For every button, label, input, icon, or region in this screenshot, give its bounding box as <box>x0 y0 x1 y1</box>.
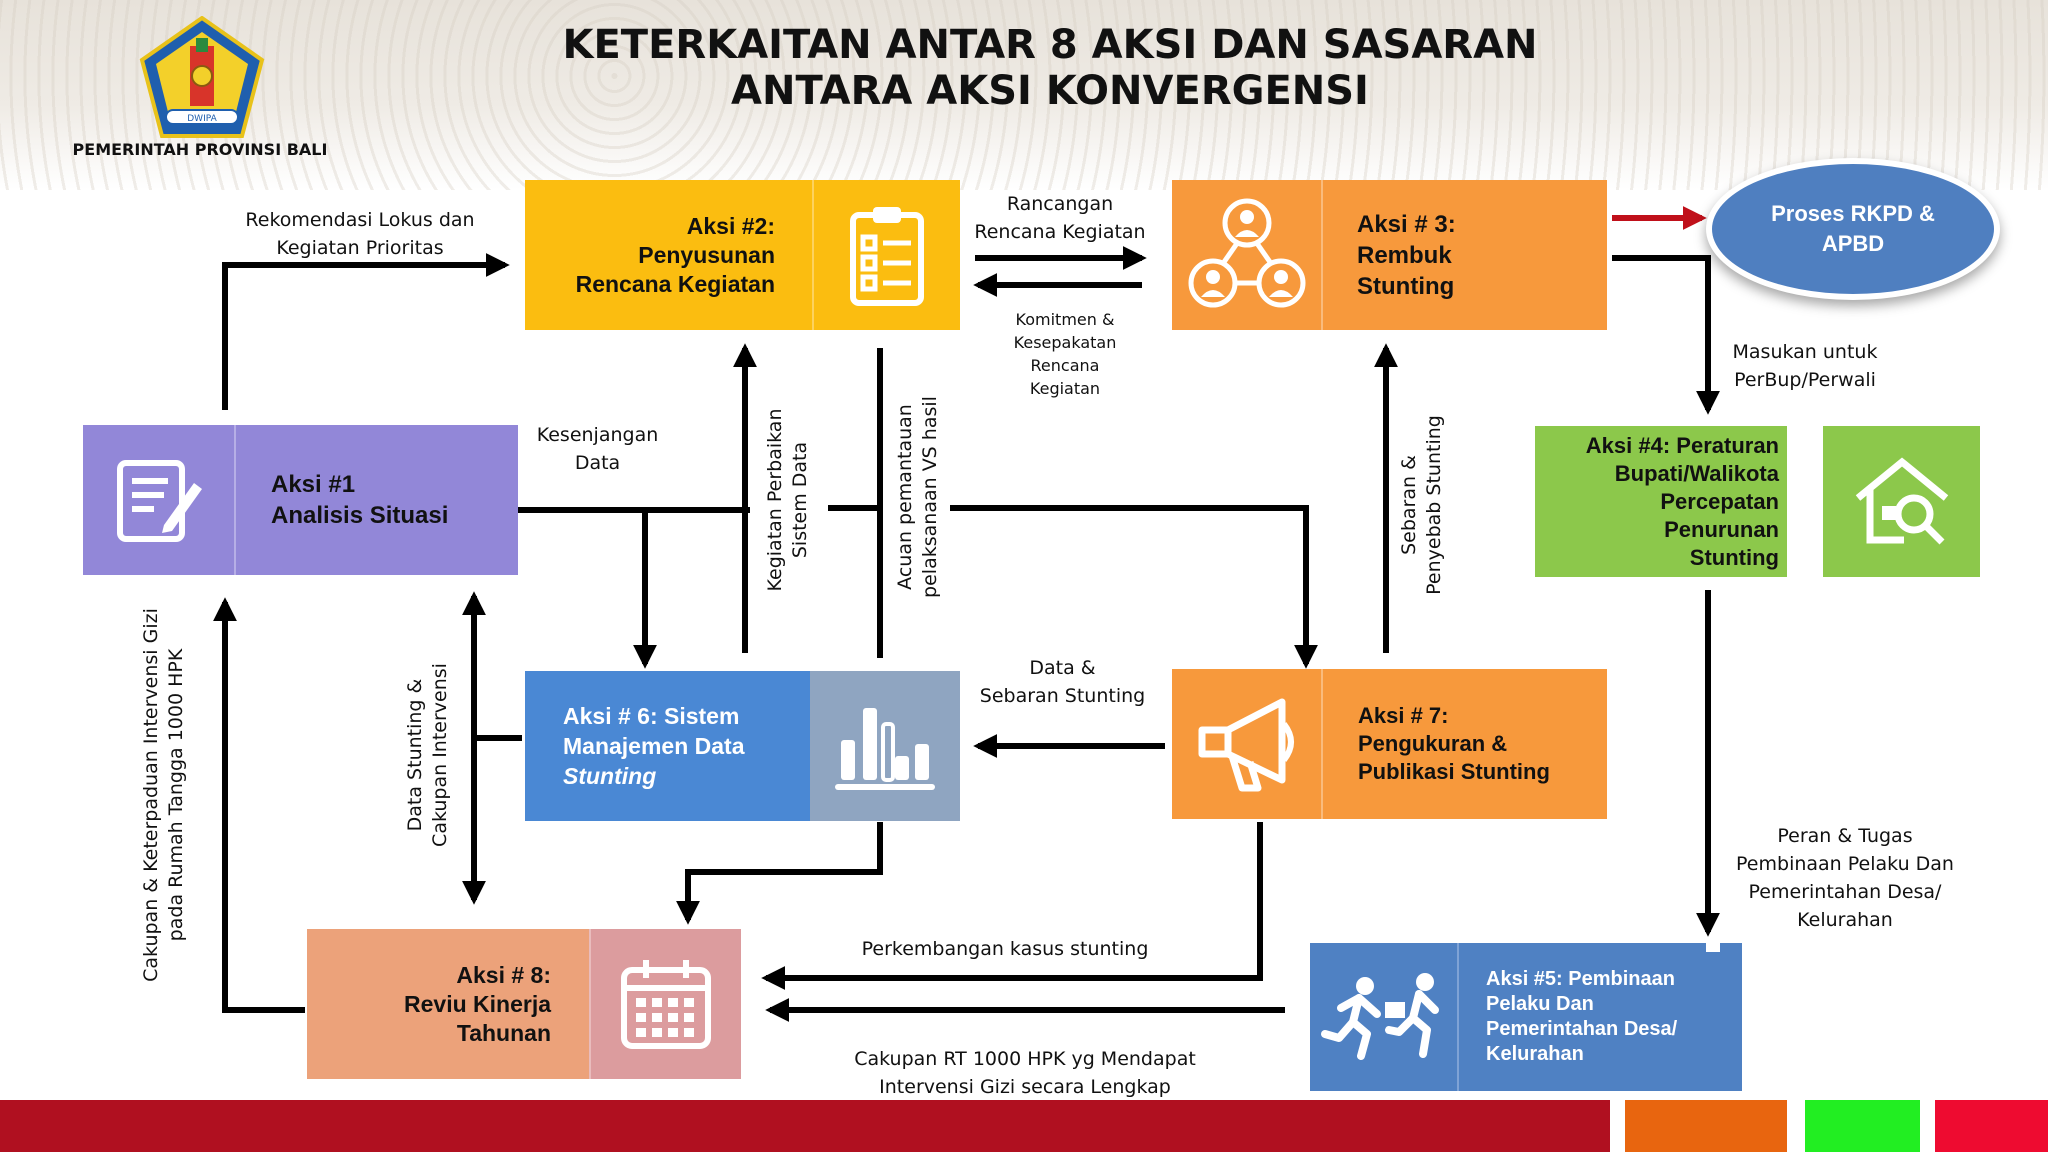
calendar-icon <box>618 956 714 1052</box>
aksi-5-line-4: Kelurahan <box>1486 1043 1584 1065</box>
document-edit-icon <box>114 455 204 545</box>
footer-green-square <box>1805 1100 1920 1152</box>
aksi-6-line-2: Manajemen Data <box>563 733 745 759</box>
aksi-6-line-3: Stunting <box>563 763 657 789</box>
aksi-1-title: Aksi #1 <box>271 471 356 498</box>
label-line: Cakupan Intervensi <box>429 663 451 847</box>
label-cakupan-rt-1000-hpk <box>830 1045 1220 1101</box>
aksi-2-icon-panel <box>812 180 960 330</box>
label-line: Sebaran & <box>1398 455 1420 555</box>
aksi-8-line-3: Tahunan <box>456 1019 551 1046</box>
aksi-4-line-4: Penurunan <box>1664 516 1779 542</box>
label-line: Data <box>574 452 621 474</box>
label-kesenjangan-data <box>520 421 675 477</box>
aksi-5-icon-panel <box>1310 943 1459 1091</box>
aksi-4-line-2: Bupati/Walikota <box>1614 460 1779 486</box>
label-line: Data Stunting & <box>404 678 426 832</box>
aksi-3-line-2: Rembuk <box>1357 241 1452 269</box>
label-kegiatan-perbaikan-sistem-data <box>763 409 813 592</box>
label-line: Sebaran Stunting <box>979 685 1146 707</box>
label-line: PerBup/Perwali <box>1734 369 1876 391</box>
aksi-5-line-2: Pelaku Dan <box>1486 993 1594 1015</box>
label-line: Pembinaan Pelaku Dan <box>1736 853 1954 875</box>
label-line: Kegiatan <box>1029 379 1101 398</box>
aksi-3-line-3: Stunting <box>1357 272 1455 300</box>
label-komitmen-kesepakatan <box>990 308 1140 400</box>
label-line: Rencana Kegiatan <box>974 221 1146 243</box>
label-line: Kegiatan Perbaikan <box>764 408 786 592</box>
label-line: Kesepakatan <box>1013 333 1117 352</box>
clipboard-checklist-icon <box>847 203 927 307</box>
label-line: Masukan untuk <box>1732 341 1878 363</box>
label-line: Intervensi Gizi secara Lengkap <box>879 1076 1171 1098</box>
label-line: Komitmen & <box>1015 310 1115 329</box>
aksi-4-box <box>1535 426 1980 577</box>
label-line: Peran & Tugas <box>1777 825 1913 847</box>
label-rekomendasi-lokus <box>230 206 490 262</box>
label-perkembangan-kasus <box>840 935 1170 963</box>
aksi-2-line-2: Penyusunan <box>638 241 775 268</box>
label-line: Data & <box>1029 657 1096 679</box>
label-line: Kelurahan <box>1797 909 1893 931</box>
megaphone-icon <box>1192 694 1302 794</box>
label-masukan-perbup <box>1715 338 1895 394</box>
bar-chart-icon <box>833 698 937 794</box>
aksi-7-line-3: Publikasi Stunting <box>1358 759 1550 784</box>
aksi-3-icon-panel <box>1172 180 1323 330</box>
label-line: Rencana <box>1030 356 1100 375</box>
aksi-8-line-2: Reviu Kinerja <box>404 990 551 1017</box>
aksi-1-icon-panel <box>83 425 236 575</box>
aksi-6-icon-panel <box>810 671 960 821</box>
aksi-5-corner-notch <box>1706 940 1720 952</box>
label-acuan-pemantauan <box>893 396 943 598</box>
label-sebaran-penyebab-stunting <box>1397 415 1447 595</box>
aksi-4-line-3: Percepatan <box>1660 488 1779 514</box>
label-line: Cakupan & Keterpaduan Intervensi Gizi <box>140 608 162 982</box>
title-line-2: ANTARA AKSI KONVERGENSI <box>731 68 1369 114</box>
aksi-7-box <box>1172 669 1607 819</box>
label-line: Cakupan RT 1000 HPK yg Mendapat <box>854 1048 1196 1070</box>
label-data-stunting-cakupan <box>403 663 453 847</box>
label-line: Penyebab Stunting <box>1423 415 1445 595</box>
label-line: Sistem Data <box>789 441 811 559</box>
aksi-7-icon-panel <box>1172 669 1323 819</box>
label-line: Kegiatan Prioritas <box>276 237 444 259</box>
house-search-icon <box>1852 454 1952 550</box>
label-line: pada Rumah Tangga 1000 HPK <box>165 648 187 942</box>
title-line-1: KETERKAITAN ANTAR 8 AKSI DAN SASARAN <box>562 22 1538 68</box>
oval-line-1: Proses RKPD & <box>1771 201 1935 226</box>
aksi-7-line-2: Pengukuran & <box>1358 731 1508 756</box>
label-line: Pemerintahan Desa/ <box>1748 881 1942 903</box>
label-line: Kesenjangan <box>536 424 659 446</box>
aksi-7-title: Aksi # 7: <box>1358 703 1449 728</box>
aksi-2-line-3: Rencana Kegiatan <box>575 270 775 297</box>
aksi-5-box <box>1310 943 1742 1091</box>
aksi-8-icon-panel <box>589 929 741 1079</box>
aksi-1-subtitle: Analisis Situasi <box>271 502 449 529</box>
aksi-6-title: Aksi # 6: Sistem <box>563 703 740 729</box>
logo-banner-text: DWIPA <box>187 114 217 124</box>
people-network-icon <box>1187 195 1307 315</box>
aksi-8-box <box>307 929 741 1079</box>
aksi-3-title: Aksi # 3: <box>1357 210 1456 238</box>
aksi-3-box <box>1172 180 1607 330</box>
organization-name: PEMERINTAH PROVINSI BALI <box>72 140 328 159</box>
label-line: pelaksanaan VS hasil <box>919 396 941 598</box>
oval-line-2: APBD <box>1821 231 1885 256</box>
label-peran-tugas <box>1720 822 1970 934</box>
label-rancangan-rencana <box>960 190 1160 246</box>
aksi-4-icon-panel <box>1823 426 1980 577</box>
aksi-1-box <box>83 425 518 575</box>
proses-rkpd-apbd-oval <box>1706 158 2000 300</box>
footer-orange-square <box>1625 1100 1787 1152</box>
label-cakupan-keterpaduan-intervensi <box>139 608 189 982</box>
aksi-2-box <box>525 180 960 330</box>
label-data-sebaran-stunting <box>960 654 1165 710</box>
label-line: Acuan pemantauan <box>894 404 916 590</box>
label-line: Rekomendasi Lokus dan <box>245 209 475 231</box>
aksi-5-line-3: Pemerintahan Desa/ <box>1486 1018 1678 1040</box>
aksi-4-line-5: Stunting <box>1689 544 1779 570</box>
aksi-8-title: Aksi # 8: <box>456 961 551 988</box>
footer-red-square <box>1935 1100 2048 1152</box>
label-line: Rancangan <box>1006 193 1114 215</box>
aksi-6-box <box>525 671 960 821</box>
running-people-icon <box>1319 972 1449 1062</box>
aksi-4-title: Aksi #4: Peraturan <box>1585 432 1779 458</box>
aksi-2-title: Aksi #2: <box>686 212 775 239</box>
label-line: Perkembangan kasus stunting <box>861 938 1149 960</box>
aksi-5-title: Aksi #5: Pembinaan <box>1486 968 1675 990</box>
